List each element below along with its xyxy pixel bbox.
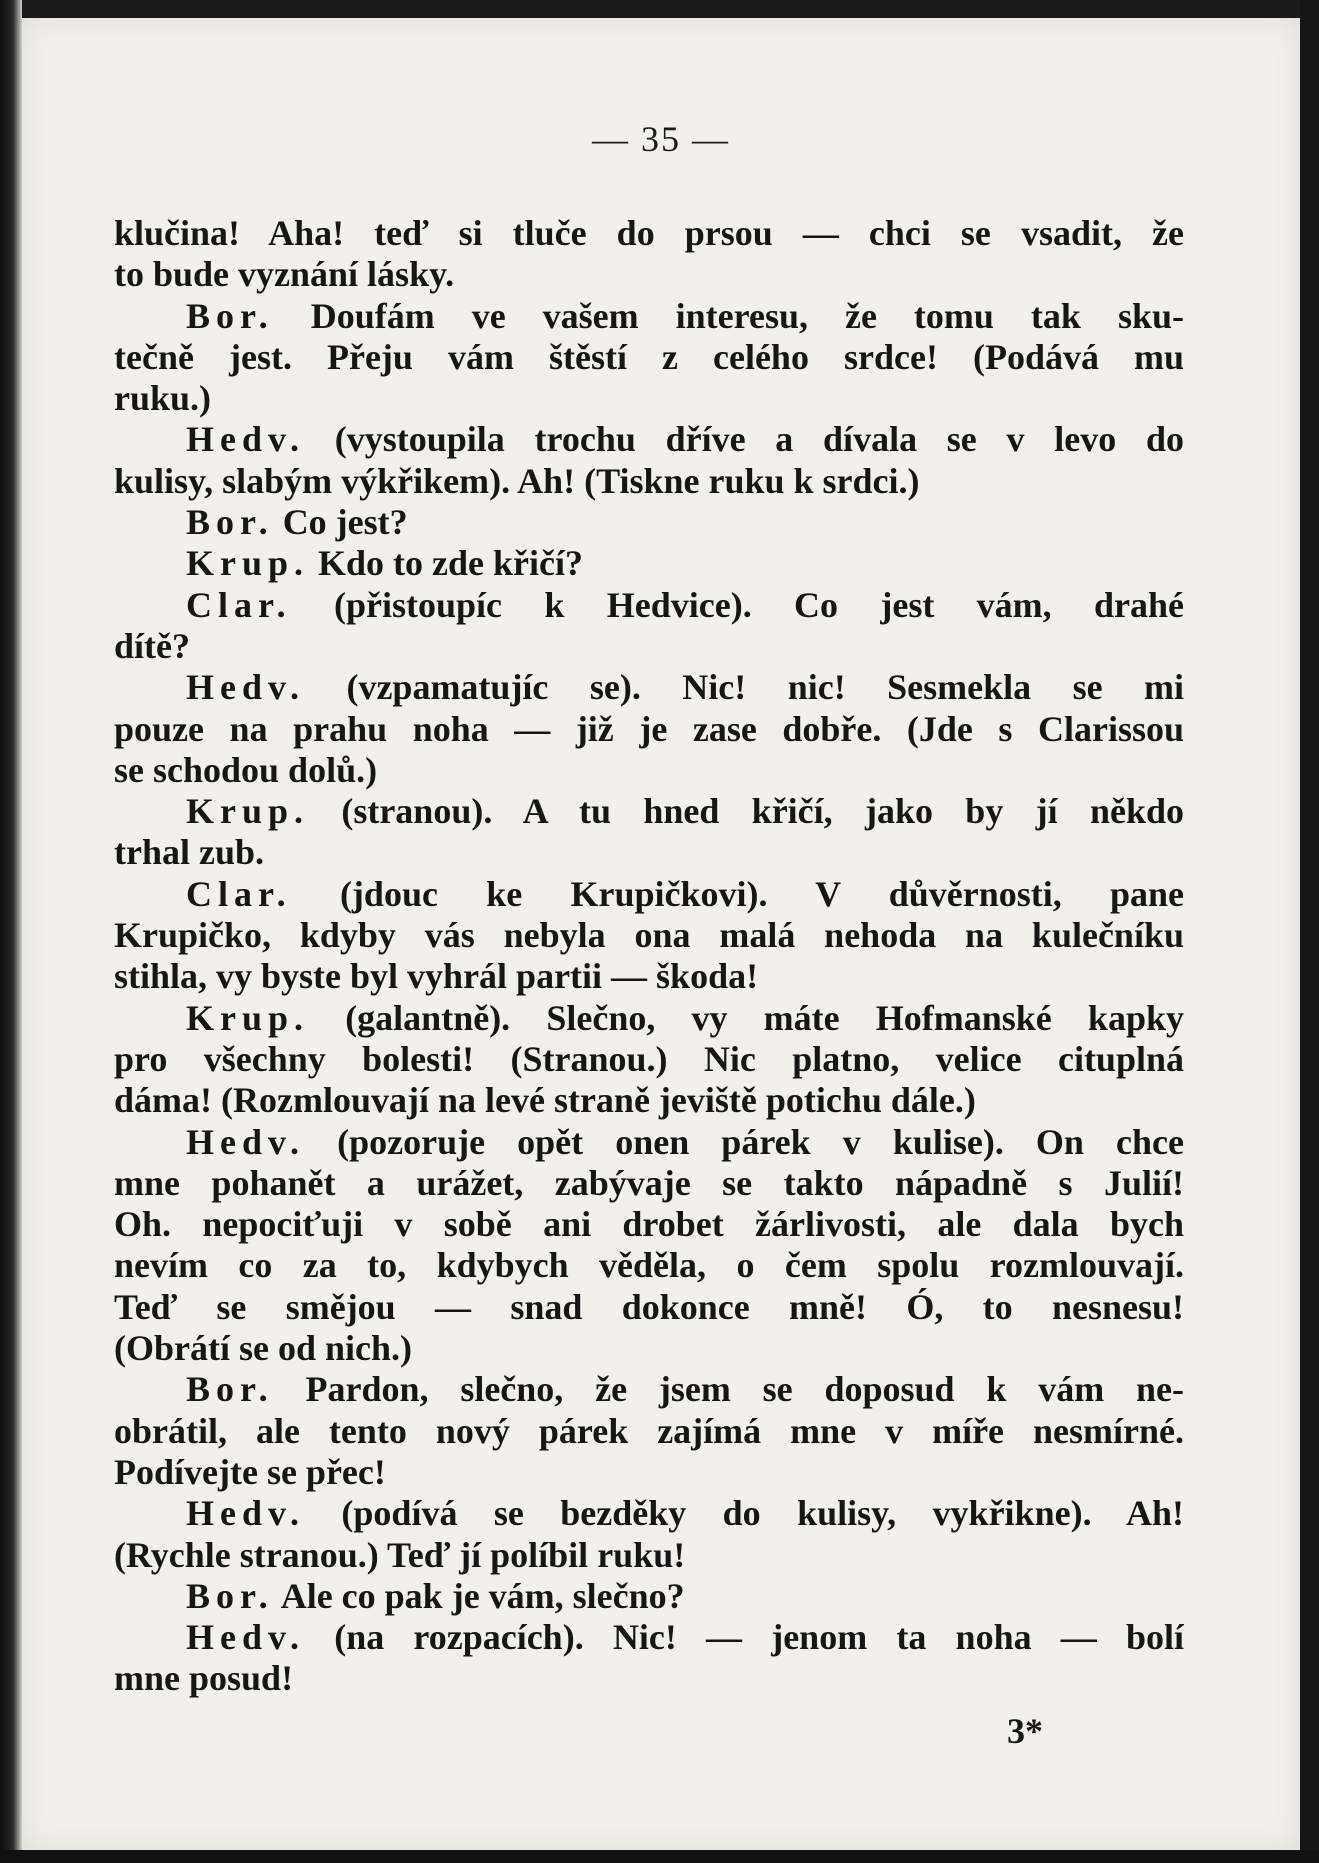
- line-text: Podívejte se přec!: [114, 1451, 386, 1492]
- line-text: (pozoruje opět onen párek v kulise). On chce: [305, 1121, 1184, 1162]
- speaker-name: Clar.: [186, 584, 292, 625]
- text-line: [114, 1287, 1184, 1328]
- text-line: [114, 1658, 1184, 1699]
- line-text: nevím co za to, kdybych věděla, o čem spolu rozmlouvají.: [114, 1245, 1184, 1286]
- text-line: [114, 1080, 1184, 1121]
- speaker-name: Clar.: [186, 873, 292, 914]
- text-line: [114, 1122, 1184, 1163]
- text-line: [114, 667, 1184, 708]
- text-line: [114, 750, 1184, 791]
- line-text: Teď se smějou — snad dokonce mně! Ó, to nesnesu!: [114, 1286, 1184, 1327]
- speaker-name: Hedv.: [186, 419, 306, 460]
- line-text: Co jest?: [273, 502, 408, 543]
- text-line: [114, 874, 1184, 915]
- text-line: [114, 1452, 1184, 1493]
- text-line: [114, 1411, 1184, 1452]
- text-line: [114, 1493, 1184, 1534]
- line-text: klučina! Aha! teď si tluče do prsou — chci se vsadit, že: [114, 213, 1184, 253]
- speaker-name: Hedv.: [186, 667, 306, 708]
- line-text: dítě?: [114, 625, 190, 666]
- text-line: [114, 832, 1184, 873]
- text-line: [114, 915, 1184, 956]
- line-text: (galantně). Slečno, vy máte Hofmanské kapky: [309, 997, 1184, 1038]
- line-text: (Rychle stranou.) Teď jí políbil ruku!: [114, 1534, 686, 1575]
- speaker-name: Bor.: [186, 1575, 274, 1616]
- line-text: Doufám ve vašem interesu, že tomu tak sku-: [273, 295, 1184, 336]
- line-text: (podívá se bezděky do kulisy, vykřikne). Ah!: [305, 1493, 1184, 1534]
- line-text: dáma! (Rozmlouvají na levé straně jeviště potichu dále.): [114, 1080, 976, 1121]
- line-text: pro všechny bolesti! (Stranou.) Nic platno, velice cituplná: [114, 1038, 1184, 1079]
- line-text: mne pohanět a urážet, zabývaje se takto nápadně s Julií!: [114, 1162, 1184, 1203]
- line-text: Pardon, slečno, že jsem se doposud k vám ne-: [273, 1369, 1184, 1410]
- text-line: [114, 1163, 1184, 1204]
- line-text: Krupičko, kdyby vás nebyla ona malá nehoda na kulečníku: [114, 915, 1184, 956]
- text-line: [114, 254, 1184, 295]
- line-text: (Obrátí se od nich.): [114, 1328, 413, 1369]
- line-text: (na rozpacích). Nic! — jenom ta noha — bolí: [305, 1617, 1184, 1658]
- text-line: [114, 1369, 1184, 1410]
- text-line: [114, 502, 1184, 543]
- text-line: [114, 709, 1184, 750]
- scan-bottom-edge: [0, 1850, 1319, 1863]
- line-text: pouze na prahu noha — již je zase dobře. (Jde s Clarissou: [114, 708, 1184, 749]
- line-text: (stranou). A tu hned křičí, jako by jí někdo: [309, 791, 1184, 832]
- text-line: [114, 419, 1184, 460]
- text-line: [114, 213, 1184, 254]
- speaker-name: Krup.: [186, 791, 310, 832]
- text-line: [114, 1328, 1184, 1369]
- text-line: [114, 1204, 1184, 1245]
- book-page: [22, 18, 1300, 1850]
- line-text: Ale co pak je vám, slečno?: [273, 1575, 685, 1616]
- line-text: (vzpamatujíc se). Nic! nic! Sesmekla se mi: [305, 667, 1184, 708]
- speaker-name: Krup.: [186, 543, 310, 584]
- text-line: [114, 1535, 1184, 1576]
- line-text: mne posud!: [114, 1658, 294, 1699]
- line-text: se schodou dolů.): [114, 749, 378, 790]
- text-line: [114, 1617, 1184, 1658]
- line-text: (přistoupíc k Hedvice). Co jest vám, drahé: [291, 584, 1184, 625]
- line-text: (vystoupila trochu dříve a dívala se v levo do: [305, 419, 1184, 460]
- line-text: (jdouc ke Krupičkovi). V důvěrnosti, pane: [291, 873, 1184, 914]
- text-line: [114, 461, 1184, 502]
- line-text: ruku.): [114, 378, 212, 419]
- speaker-name: Hedv.: [186, 1121, 306, 1162]
- text-line: [114, 1576, 1184, 1617]
- text-line: [114, 296, 1184, 337]
- text-line: [114, 998, 1184, 1039]
- scan-left-edge: [0, 0, 22, 1863]
- speaker-name: Bor.: [186, 1369, 274, 1410]
- page-number: — 35 —: [592, 119, 730, 159]
- text-line: [114, 956, 1184, 997]
- text-line: [114, 626, 1184, 667]
- signature-mark: 3*: [1007, 1711, 1043, 1751]
- line-text: to bude vyznání lásky.: [114, 254, 455, 295]
- speaker-name: Hedv.: [186, 1617, 306, 1658]
- text-line: [114, 585, 1184, 626]
- text-line: [114, 1245, 1184, 1286]
- speaker-name: Krup.: [186, 997, 310, 1038]
- line-text: obrátil, ale tento nový párek zajímá mne v míře nesmírné.: [114, 1410, 1184, 1451]
- line-text: Oh. nepociťuji v sobě ani drobet žárlivosti, ale dala bych: [114, 1204, 1184, 1245]
- text-line: [114, 543, 1184, 584]
- line-text: tečně jest. Přeju vám štěstí z celého srdce! (Podává mu: [114, 336, 1184, 377]
- line-text: kulisy, slabým výkřikem). Ah! (Tiskne ruku k srdci.): [114, 460, 920, 501]
- text-line: [114, 1039, 1184, 1080]
- speaker-name: Hedv.: [186, 1493, 306, 1534]
- line-text: stihla, vy byste byl vyhrál partii — škoda!: [114, 956, 759, 997]
- speaker-name: Bor.: [186, 295, 274, 336]
- text-line: [114, 378, 1184, 419]
- speaker-name: Bor.: [186, 502, 274, 543]
- line-text: Kdo to zde křičí?: [309, 543, 584, 584]
- scan-right-edge: [1300, 0, 1319, 1863]
- text-line: [114, 791, 1184, 832]
- body-text: [114, 213, 1184, 1700]
- line-text: trhal zub.: [114, 832, 265, 873]
- text-line: [114, 337, 1184, 378]
